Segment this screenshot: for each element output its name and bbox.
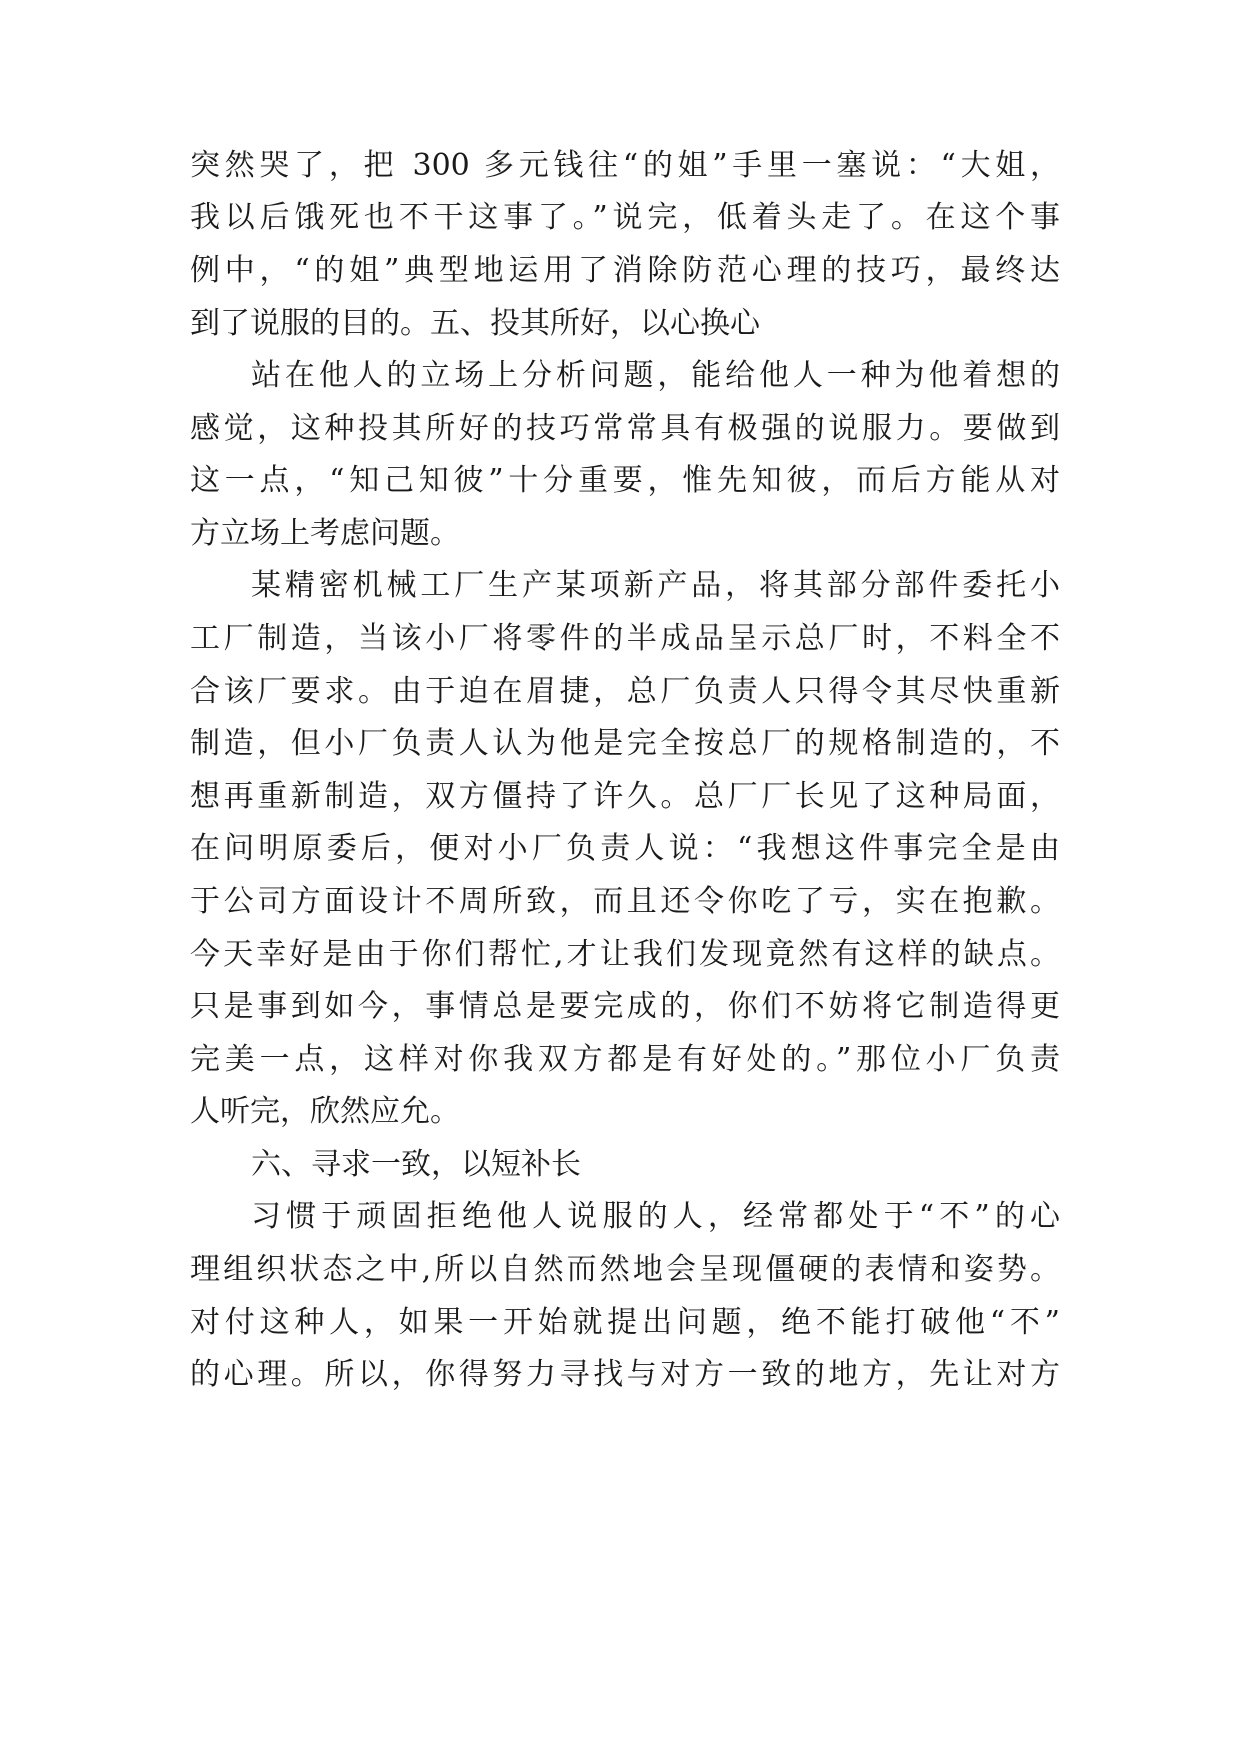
text-line: 想再重新制造，双方僵持了许久。总厂厂长见了这种局面， <box>190 779 1060 814</box>
text-line: 人听完，欣然应允。 <box>190 1094 460 1129</box>
text-line: 今天幸好是由于你们帮忙,才让我们发现竟然有这样的缺点。 <box>190 937 1060 972</box>
text-line: 习惯于顽固拒绝他人说服的人，经常都处于“不”的心 <box>251 1199 1060 1234</box>
text-line: 在问明原委后，便对小厂负责人说：“我想这件事完全是由 <box>190 831 1060 866</box>
text-line: 到了说服的目的。五、投其所好，以心换心 <box>190 306 760 341</box>
text-line: 只是事到如今，事情总是要完成的，你们不妨将它制造得更 <box>190 989 1060 1024</box>
text-line: 这一点，“知己知彼”十分重要，惟先知彼，而后方能从对 <box>190 463 1060 498</box>
text-line: 工厂制造，当该小厂将零件的半成品呈示总厂时，不料全不 <box>190 621 1060 656</box>
text-line: 于公司方面设计不周所致，而且还令你吃了亏，实在抱歉。 <box>190 884 1060 919</box>
text-line: 方立场上考虑问题。 <box>190 516 460 551</box>
text-line: 突然哭了，把 300 多元钱往“的姐”手里一塞说：“大姐， <box>190 148 1060 183</box>
text-line: 我以后饿死也不干这事了。”说完，低着头走了。在这个事 <box>190 200 1060 235</box>
text-line: 例中，“的姐”典型地运用了消除防范心理的技巧，最终达 <box>190 253 1060 288</box>
text-line: 某精密机械工厂生产某项新产品，将其部分部件委托小 <box>251 568 1060 603</box>
text-line: 站在他人的立场上分析问题，能给他人一种为他着想的 <box>251 358 1060 393</box>
text-line: 对付这种人，如果一开始就提出问题，绝不能打破他“不” <box>190 1305 1060 1340</box>
text-line: 的心理。所以，你得努力寻找与对方一致的地方，先让对方 <box>190 1357 1060 1392</box>
section-heading: 六、寻求一致，以短补长 <box>251 1147 581 1182</box>
text-line: 感觉，这种投其所好的技巧常常具有极强的说服力。要做到 <box>190 411 1060 446</box>
text-line: 制造，但小厂负责人认为他是完全按总厂的规格制造的，不 <box>190 726 1060 761</box>
text-line: 理组织状态之中,所以自然而然地会呈现僵硬的表情和姿势。 <box>190 1252 1060 1287</box>
text-line: 完美一点，这样对你我双方都是有好处的。”那位小厂负责 <box>190 1042 1060 1077</box>
text-line: 合该厂要求。由于迫在眉捷，总厂负责人只得令其尽快重新 <box>190 674 1060 709</box>
